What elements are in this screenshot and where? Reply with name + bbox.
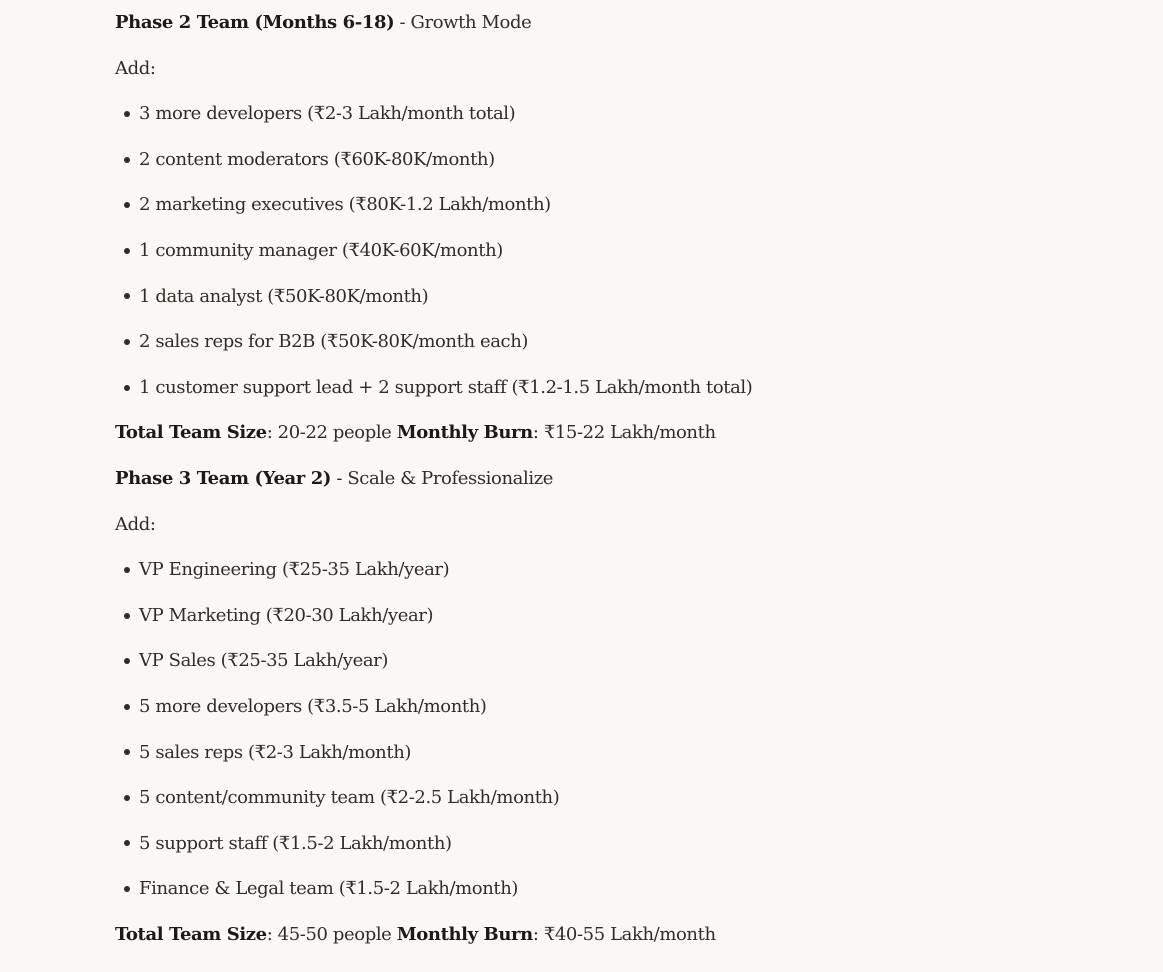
list-item-text: 2 sales reps for B2B (₹50K-80K/month each) xyxy=(139,331,529,353)
list-item xyxy=(115,91,1115,137)
list-item xyxy=(115,775,1115,821)
phase2-heading-line xyxy=(115,0,1115,46)
list-item xyxy=(115,866,1115,912)
phase3-heading-line xyxy=(115,456,1115,502)
bullet-icon xyxy=(124,840,130,846)
list-item-text: 5 sales reps (₹2-3 Lakh/month) xyxy=(139,741,412,763)
list-item xyxy=(115,319,1115,365)
list-item-text: 2 marketing executives (₹80K-1.2 Lakh/month) xyxy=(139,194,551,216)
phase2-summary xyxy=(115,410,1115,456)
bullet-icon xyxy=(124,202,130,208)
bullet-icon xyxy=(124,567,130,573)
list-item-text: VP Engineering (₹25-35 Lakh/year) xyxy=(139,559,450,581)
monthly-burn-label: Monthly Burn xyxy=(396,923,533,945)
bullet-icon xyxy=(124,795,130,801)
phase2-heading: Phase 2 Team (Months 6-18) xyxy=(115,12,395,34)
bullet-icon xyxy=(124,704,130,710)
list-item xyxy=(115,228,1115,274)
team-size-value: : 45-50 people xyxy=(266,923,397,945)
monthly-burn-value: : ₹15-22 Lakh/month xyxy=(532,422,716,444)
list-item xyxy=(115,365,1115,411)
list-item xyxy=(115,547,1115,593)
list-item-text: Finance & Legal team (₹1.5-2 Lakh/month) xyxy=(139,878,519,900)
list-item-text: 1 community manager (₹40K-60K/month) xyxy=(139,240,503,262)
list-item xyxy=(115,684,1115,730)
list-item xyxy=(115,274,1115,320)
bullet-icon xyxy=(124,749,130,755)
phase3-summary xyxy=(115,912,1115,958)
list-item-text: 1 data analyst (₹50K-80K/month) xyxy=(139,285,429,307)
team-size-label: Total Team Size xyxy=(115,923,267,945)
list-item-text: VP Sales (₹25-35 Lakh/year) xyxy=(139,650,388,672)
bullet-icon xyxy=(124,248,130,254)
team-size-value: : 20-22 people xyxy=(266,422,397,444)
list-item-text: 2 content moderators (₹60K-80K/month) xyxy=(139,148,495,170)
bullet-icon xyxy=(124,111,130,117)
phase3-heading: Phase 3 Team (Year 2) xyxy=(115,468,331,490)
bullet-icon xyxy=(124,886,130,892)
list-item-text: 5 content/community team (₹2-2.5 Lakh/month) xyxy=(139,787,560,809)
phase3-subtitle: - Scale & Professionalize xyxy=(331,468,554,490)
phase3-add-label: Add: xyxy=(115,513,156,535)
team-size-label: Total Team Size xyxy=(115,422,267,444)
list-item-text: VP Marketing (₹20-30 Lakh/year) xyxy=(139,604,434,626)
phase2-subtitle: - Growth Mode xyxy=(394,12,532,34)
bullet-icon xyxy=(124,385,130,391)
list-item xyxy=(115,182,1115,228)
list-item xyxy=(115,821,1115,867)
list-item-text: 5 more developers (₹3.5-5 Lakh/month) xyxy=(139,696,487,717)
list-item xyxy=(115,730,1115,776)
monthly-burn-value: : ₹40-55 Lakh/month xyxy=(532,923,716,945)
list-item xyxy=(115,137,1115,183)
bullet-icon xyxy=(124,658,130,664)
bullet-icon xyxy=(124,339,130,345)
list-item-text: 5 support staff (₹1.5-2 Lakh/month) xyxy=(139,832,452,854)
bullet-icon xyxy=(124,293,130,299)
list-item-text: 1 customer support lead + 2 support staff (₹1.2-1.5 Lakh/month total) xyxy=(139,376,753,398)
phase2-add-label: Add: xyxy=(115,57,156,79)
monthly-burn-label: Monthly Burn xyxy=(396,422,533,444)
list-item xyxy=(115,593,1115,639)
bullet-icon xyxy=(124,613,130,619)
bullet-icon xyxy=(124,157,130,163)
document-content xyxy=(115,0,1115,957)
list-item-text: 3 more developers (₹2-3 Lakh/month total) xyxy=(139,103,516,125)
list-item xyxy=(115,638,1115,684)
